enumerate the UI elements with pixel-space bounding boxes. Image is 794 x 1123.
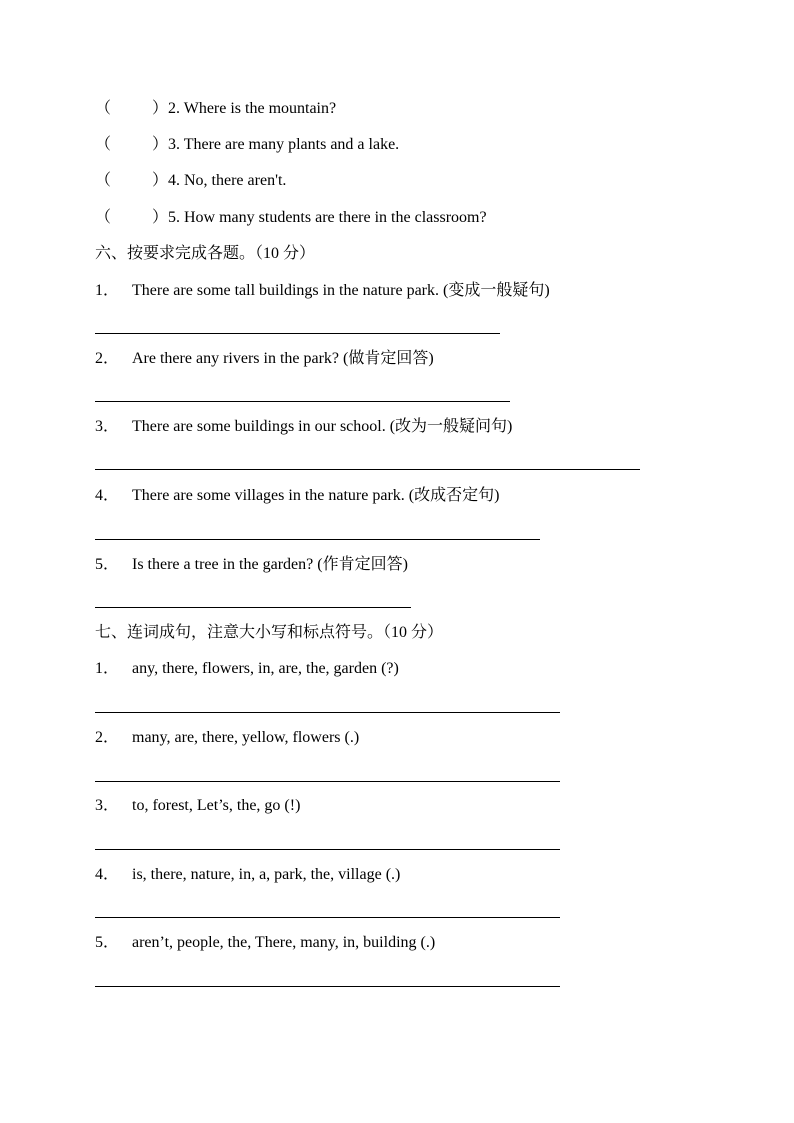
answer-paren-close: ） [152, 172, 169, 189]
answer-line[interactable] [95, 849, 560, 850]
answer-paren-close: ） [152, 100, 169, 117]
answer-paren-open: （ [95, 172, 112, 189]
question-number: 1． [95, 282, 120, 299]
answer-line[interactable] [95, 986, 560, 987]
question-text: many, are, there, yellow, flowers (.) [132, 729, 360, 746]
answer-paren-close: ） [152, 136, 169, 153]
question-text: aren’t, people, the, There, many, in, building (.) [132, 934, 436, 951]
question-number: 5． [95, 556, 120, 573]
question-text: There are some buildings in our school. (改为一般疑问句) [132, 418, 513, 435]
answer-line[interactable] [95, 401, 510, 402]
matching-text: 4. No, there aren't. [168, 172, 287, 189]
section-6-heading: 六、按要求完成各题。（10 分） [95, 245, 316, 262]
answer-line[interactable] [95, 333, 500, 334]
matching-text: 3. There are many plants and a lake. [168, 136, 400, 153]
answer-line[interactable] [95, 781, 560, 782]
answer-paren-close: ） [152, 209, 169, 226]
answer-line[interactable] [95, 607, 411, 608]
matching-text: 2. Where is the mountain? [168, 100, 337, 117]
question-number: 3． [95, 418, 120, 435]
question-text: There are some tall buildings in the nature park. (变成一般疑句) [132, 282, 550, 299]
question-number: 5． [95, 934, 120, 951]
question-number: 3． [95, 797, 120, 814]
question-text: is, there, nature, in, a, park, the, village (.) [132, 866, 401, 883]
answer-paren-open: （ [95, 136, 112, 153]
question-number: 2． [95, 350, 120, 367]
answer-line[interactable] [95, 917, 560, 918]
question-text: any, there, flowers, in, are, the, garden (?) [132, 660, 399, 677]
question-number: 1． [95, 660, 120, 677]
answer-paren-open: （ [95, 100, 112, 117]
answer-line[interactable] [95, 539, 540, 540]
question-number: 4． [95, 866, 120, 883]
answer-line[interactable] [95, 712, 560, 713]
section-7-heading: 七、连词成句，注意大小写和标点符号。（10 分） [95, 624, 444, 641]
matching-text: 5. How many students are there in the classroom? [168, 209, 487, 226]
question-text: Is there a tree in the garden? (作肯定回答) [132, 556, 408, 573]
question-number: 2． [95, 729, 120, 746]
question-number: 4． [95, 487, 120, 504]
answer-line[interactable] [95, 469, 640, 470]
question-text: There are some villages in the nature park. (改成否定句) [132, 487, 500, 504]
answer-paren-open: （ [95, 209, 112, 226]
question-text: Are there any rivers in the park? (做肯定回答) [132, 350, 434, 367]
question-text: to, forest, Let’s, the, go (!) [132, 797, 301, 814]
